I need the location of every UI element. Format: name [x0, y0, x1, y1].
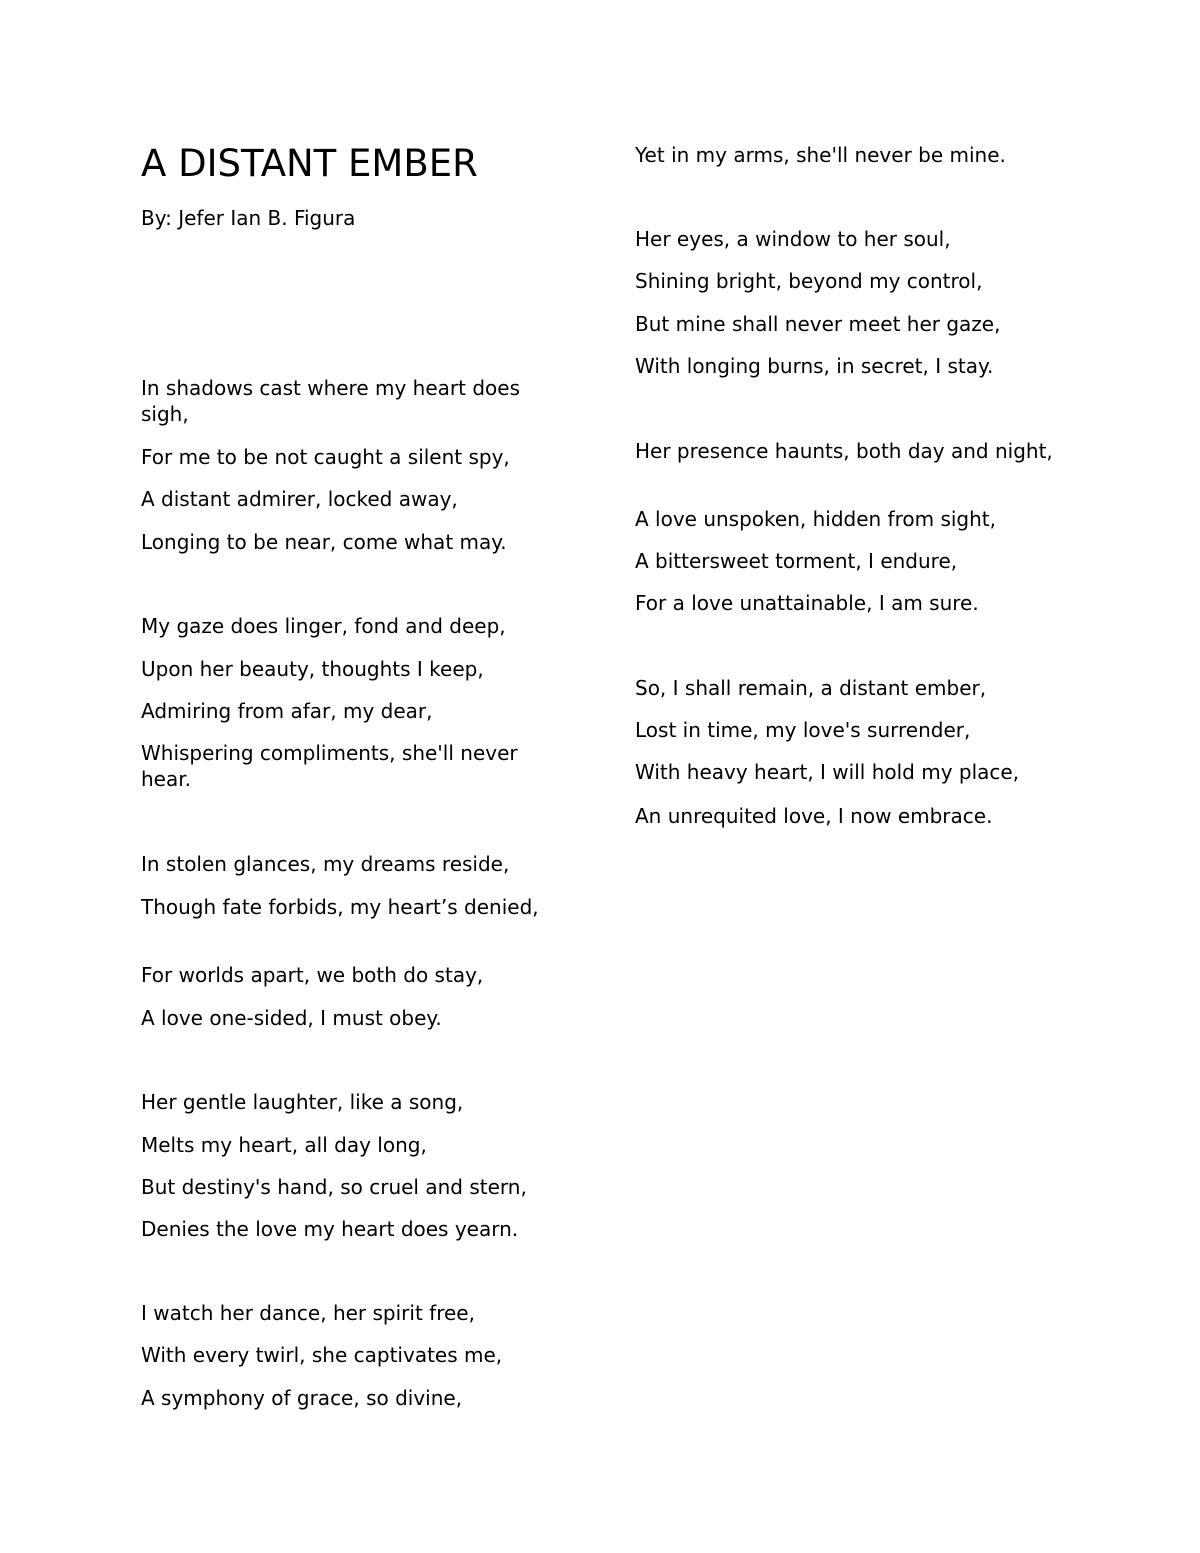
poem-line: Her presence haunts, both day and night,	[635, 439, 1053, 463]
poem-line: But destiny's hand, so cruel and stern,	[141, 1175, 527, 1199]
poem-title: A DISTANT EMBER	[141, 142, 478, 185]
poem-line: For me to be not caught a silent spy,	[141, 445, 510, 469]
poem-line: Her gentle laughter, like a song,	[141, 1090, 464, 1114]
poem-line: I watch her dance, her spirit free,	[141, 1301, 475, 1325]
poem-line: A love one-sided, I must obey.	[141, 1006, 442, 1030]
poem-line: A bittersweet torment, I endure,	[635, 549, 958, 573]
poem-line: Though fate forbids, my heart’s denied,	[141, 895, 539, 919]
poem-line: Shining bright, beyond my control,	[635, 269, 983, 293]
poem-line: So, I shall remain, a distant ember,	[635, 676, 987, 700]
poem-line: A distant admirer, locked away,	[141, 487, 458, 511]
poem-line: A symphony of grace, so divine,	[141, 1386, 463, 1410]
poem-line: Her eyes, a window to her soul,	[635, 227, 951, 251]
poem-line: Denies the love my heart does yearn.	[141, 1217, 519, 1241]
poem-line: With heavy heart, I will hold my place,	[635, 760, 1020, 784]
poem-line: My gaze does linger, fond and deep,	[141, 614, 506, 638]
poem-author-byline: By: Jefer Ian B. Figura	[141, 206, 356, 230]
poem-line: Yet in my arms, she'll never be mine.	[635, 143, 1006, 167]
poem-line: With every twirl, she captivates me,	[141, 1343, 503, 1367]
poem-line: Melts my heart, all day long,	[141, 1133, 427, 1157]
poem-line: But mine shall never meet her gaze,	[635, 312, 1001, 336]
poem-line: A love unspoken, hidden from sight,	[635, 507, 997, 531]
poem-line: Admiring from afar, my dear,	[141, 699, 433, 723]
poem-line: With longing burns, in secret, I stay.	[635, 354, 994, 378]
poem-line: Whispering compliments, she'll never hear.	[141, 741, 518, 791]
poem-line: For worlds apart, we both do stay,	[141, 963, 484, 987]
poem-line: Longing to be near, come what may.	[141, 530, 507, 554]
poem-line: For a love unattainable, I am sure.	[635, 591, 979, 615]
poem-line: An unrequited love, I now embrace.	[635, 804, 993, 828]
poem-line: Lost in time, my love's surrender,	[635, 718, 971, 742]
poem-line: In stolen glances, my dreams reside,	[141, 852, 510, 876]
poem-line: In shadows cast where my heart does sigh,	[141, 376, 520, 426]
poem-line: Upon her beauty, thoughts I keep,	[141, 657, 484, 681]
